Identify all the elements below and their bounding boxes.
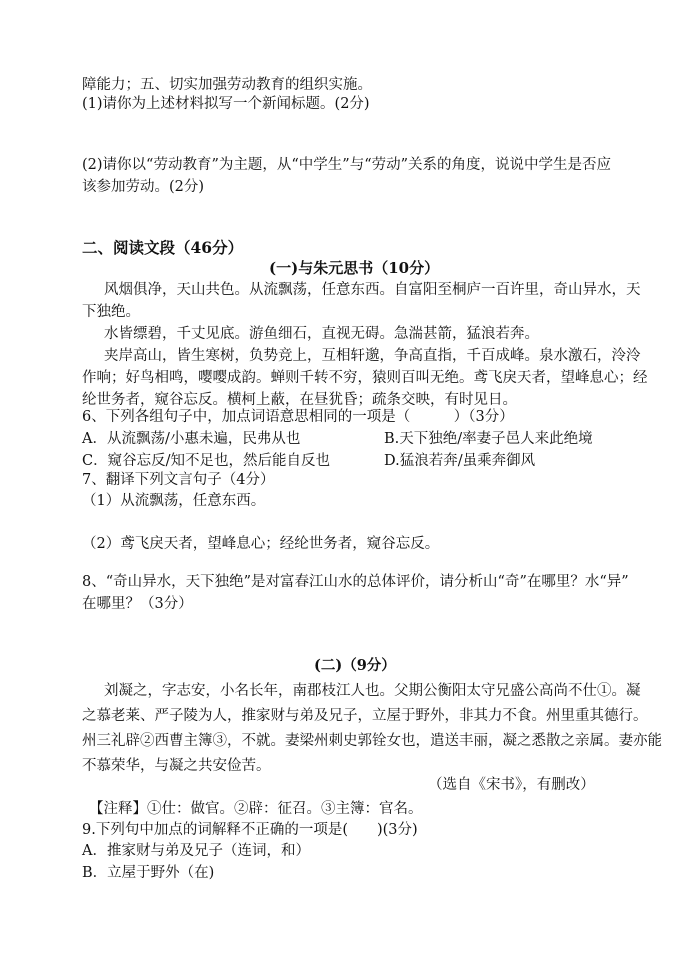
section-2-title: 二、阅读文段（46分） xyxy=(82,238,244,257)
passage-2-line: 不慕荣华，与凝之共安俭苦。 xyxy=(82,758,271,774)
passage-1-line: 作响；好鸟相鸣，嘤嘤成韵。蝉则千转不穷，猿则百叫无绝。鸢飞戾天者，望峰息心；经 xyxy=(82,370,648,386)
question-1-2-line2: 该参加劳动。(2分) xyxy=(82,179,205,195)
question-9-option-a: A．推家财与弟及兄子（连词，和） xyxy=(82,843,310,859)
passage-2-line: 州三礼辟②西曹主簿③，不就。妻梁州刺史郭铨女也，遣送丰丽，凝之悉散之亲属。妻亦能 xyxy=(82,733,662,749)
passage-2-notes: 【注释】①仕：做官。②辟：征召。③主簿：官名。 xyxy=(89,801,423,817)
question-6-option-a: A．从流飘荡/小惠未遍，民弗从也 xyxy=(82,431,301,447)
passage-1-line: 水皆缥碧，千丈见底。游鱼细石，直视无碍。急湍甚箭，猛浪若奔。 xyxy=(104,326,539,342)
passage-2-line: 刘凝之，字志安，小名长年，南郡枝江人也。父期公衡阳太守兄盛公高尚不仕①。凝 xyxy=(104,683,641,699)
passage-1-line: 夹岸高山，皆生寒树，负势竞上，互相轩邈，争高直指，千百成峰。泉水激石，泠泠 xyxy=(104,348,641,364)
question-7-stem: 7、翻译下列文言句子（4分） xyxy=(82,472,275,488)
question-6-stem: 6、下列各组句子中，加点词语意思相同的一项是（ ）（3分） xyxy=(82,409,514,425)
passage-1-line: 风烟俱净，天山共色。从流飘荡，任意东西。自富阳至桐庐一百许里，奇山异水，天 xyxy=(104,282,641,298)
passage-1-title: (一)与朱元思书（10分） xyxy=(269,259,440,277)
question-7-sentence-1: （1）从流飘荡，任意东西。 xyxy=(82,493,266,509)
passage-2-title: (二)（9分） xyxy=(314,657,396,674)
passage-2-line: 之慕老莱、严子陵为人，推家财与弟及兄子，立屋于野外，非其力不食。州里重其德行。 xyxy=(82,708,648,724)
question-6-option-b: B.天下独绝/率妻子邑人来此绝境 xyxy=(384,431,593,447)
question-8-line1: 8、“奇山异水，天下独绝”是对富春江山水的总体评价，请分析山“奇”在哪里？水“异” xyxy=(82,574,629,590)
passage-2-source: （选自《宋书》，有删改） xyxy=(428,777,595,793)
question-6-option-d: D.猛浪若奔/虽乘奔御风 xyxy=(384,453,536,469)
passage-1-line: 下独绝。 xyxy=(82,304,140,320)
intro-tail-text: 障能力；五、切实加强劳动教育的组织实施。 xyxy=(82,77,372,93)
question-8-line2: 在哪里？（3分） xyxy=(82,596,193,612)
question-1-2-line1: (2)请你以“劳动教育”为主题，从“中学生”与“劳动”关系的角度，说说中学生是否应 xyxy=(82,157,612,173)
question-1-1: (1)请你为上述材料拟写一个新闻标题。(2分) xyxy=(82,96,370,112)
question-9-option-b: B．立屋于野外（在) xyxy=(82,865,215,881)
question-9-stem: 9.下列句中加点的词解释不正确的一项是( )(3分) xyxy=(82,822,418,838)
question-6-option-c: C．窥谷忘反/知不足也，然后能自反也 xyxy=(82,453,330,469)
passage-1-line: 纶世务者，窥谷忘反。横柯上蔽，在昼犹昏；疏条交映，有时见日。 xyxy=(82,392,517,408)
question-7-sentence-2: （2）鸢飞戾天者，望峰息心；经纶世务者，窥谷忘反。 xyxy=(82,536,440,552)
